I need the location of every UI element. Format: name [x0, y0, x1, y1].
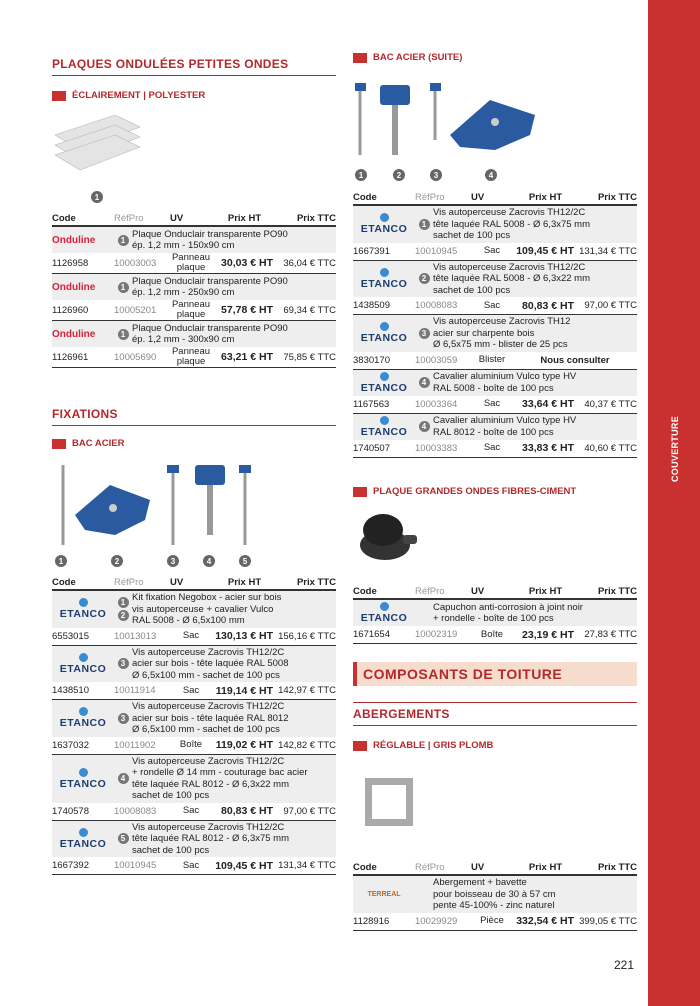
subheading-bac-acier [52, 438, 124, 449]
product-unit: Boîte [480, 628, 504, 640]
product-unit: Boîte [179, 739, 203, 750]
description-line: vis autoperceuse + cavalier Vulco [132, 603, 274, 615]
price-ht: 33,64 € HT [522, 398, 574, 410]
image-number-list [91, 191, 103, 203]
price-ttc: 69,34 € TTC [283, 304, 336, 316]
product-unit: Sac [182, 859, 200, 871]
product-refpro: 10003059 [415, 354, 458, 366]
price-ttc: 142,82 € TTC [278, 739, 336, 751]
column-header-ref: RéfPro [415, 191, 445, 203]
brand-logo-etanco [353, 602, 415, 624]
description-line: sachet de 100 pcs [132, 790, 210, 801]
description-line: acier sur bois - tête laquée RAL 5008 [132, 658, 289, 669]
image-number: 1 [55, 555, 67, 567]
product-refpro: 10010945 [415, 245, 458, 257]
product-image-abergement [365, 778, 413, 826]
etanco-logo-icon [79, 653, 88, 662]
description-line: Vis autoperceuse Zacrovis TH12 [433, 316, 571, 327]
product-unit: Blister [478, 354, 506, 365]
description-line: Vis autoperceuse Zacrovis TH12/2C [132, 646, 285, 658]
image-number: 3 [167, 555, 179, 567]
product-code: 1126960 [52, 304, 89, 316]
product-code: 6553015 [52, 630, 89, 642]
product-image-corrugated-panels [55, 115, 140, 175]
brand-logo-onduline [52, 329, 114, 340]
description-line: Ø 6,5x100 mm - sachet de 100 pcs [132, 669, 280, 681]
description-line: ép. 1,2 mm - 250x90 cm [132, 287, 235, 298]
description-line: Abergement + bavette [433, 877, 527, 888]
brand-logo-etanco [52, 828, 114, 850]
product-description [433, 316, 637, 351]
product-description [433, 262, 637, 297]
etanco-logo-icon [380, 416, 389, 425]
product-description [132, 701, 336, 736]
price-ht: 130,13 € HT [215, 630, 273, 642]
product-description-row [52, 821, 336, 858]
brand-logo-etanco [353, 213, 415, 235]
product-description [433, 371, 637, 394]
product-number-list [114, 773, 132, 784]
product-code: 1740578 [52, 805, 89, 817]
etanco-logo-icon [79, 598, 88, 607]
etanco-logo-icon [380, 602, 389, 611]
product-values-row [353, 396, 637, 414]
table-header [353, 190, 637, 206]
product-number-badge: 1 [118, 329, 129, 340]
description-line: RAL 5008 - Ø 6,5x100 mm [132, 615, 245, 626]
image-number: 1 [91, 191, 103, 203]
product-code: 1671654 [353, 629, 390, 640]
column-header-code: Code [353, 861, 377, 873]
product-values-row [353, 352, 637, 370]
product-number-list [114, 235, 132, 246]
brand-name: Onduline [52, 234, 96, 246]
description-line: pour boisseau de 30 à 57 cm [433, 888, 556, 900]
product-number-badge: 5 [118, 833, 129, 844]
product-refpro: 10002319 [415, 629, 458, 640]
product-image-cap [355, 505, 425, 570]
brand-name: ETANCO [59, 717, 107, 730]
description-line: pente 45-100% - zinc naturel [433, 900, 555, 911]
price-consult: Nous consulter [540, 354, 610, 366]
product-table-abergements [353, 860, 637, 931]
column-header-uv: UV [170, 576, 184, 588]
description-line: Plaque Onduclair transparente PO90 [132, 228, 288, 240]
product-number-badge: 4 [419, 421, 430, 432]
product-description-row [353, 206, 637, 243]
description-line: tête laquée RAL 8012 - Ø 6,3x75 mm [132, 833, 290, 844]
product-values-row [353, 243, 637, 261]
column-header-uv: UV [170, 212, 184, 224]
product-number-list [114, 597, 132, 621]
product-description [433, 602, 637, 625]
product-description-row [52, 274, 336, 300]
description-line: RAL 5008 - boîte de 100 pcs [433, 382, 554, 394]
product-number-badge: 3 [118, 713, 129, 724]
sidebar-label: COUVERTURE [670, 415, 680, 482]
product-description [132, 592, 336, 627]
product-table-capuchon [353, 584, 637, 644]
etanco-logo-icon [79, 707, 88, 716]
description-line: sachet de 100 pcs [132, 844, 210, 856]
product-unit: Sac [182, 805, 200, 816]
product-description-row [52, 700, 336, 737]
description-line: Cavalier aluminium Vulco type HV [433, 371, 577, 382]
product-code: 1667392 [52, 860, 89, 871]
subheading-fibres-ciment [353, 486, 576, 497]
description-line: Kit fixation Negobox - acier sur bois [132, 592, 282, 603]
product-refpro: 10008083 [114, 805, 157, 817]
product-refpro: 10011914 [114, 685, 156, 696]
brand-name: ETANCO [360, 277, 408, 290]
product-number-badge: 3 [118, 658, 129, 669]
column-header-ref: RéfPro [415, 861, 445, 873]
column-header-code: Code [52, 212, 76, 224]
product-values-row [353, 913, 637, 931]
brand-name: ETANCO [360, 332, 408, 345]
price-ttc: 97,00 € TTC [283, 805, 336, 817]
description-line: tête laquée RAL 5008 - Ø 6,3x75 mm [433, 218, 591, 230]
column-header-ref: RéfPro [415, 585, 445, 597]
table-header [353, 860, 637, 876]
subheading-text: BAC ACIER (SUITE) [373, 52, 463, 63]
price-ttc: 97,00 € TTC [584, 300, 637, 311]
product-number-list [114, 282, 132, 293]
product-code: 3830170 [353, 354, 390, 366]
product-unit: Sac [483, 299, 501, 311]
description-line: Capuchon anti-corrosion à joint noir [433, 601, 583, 613]
brand-name: ETANCO [59, 837, 107, 850]
product-refpro: 10008083 [415, 300, 458, 311]
table-header [52, 211, 336, 227]
table-header [353, 584, 637, 600]
product-values-row [52, 300, 336, 321]
product-number-badge: 1 [118, 597, 129, 608]
price-ht: 80,83 € HT [221, 805, 273, 817]
description-line: Vis autoperceuse Zacrovis TH12/2C [132, 701, 285, 712]
image-number: 2 [111, 555, 123, 567]
product-code: 1167563 [353, 398, 390, 410]
product-code: 1667391 [353, 245, 390, 257]
price-ht: 109,45 € HT [516, 245, 574, 257]
product-number-badge: 2 [118, 610, 129, 621]
product-description [132, 822, 336, 857]
column-header-uv: UV [471, 191, 485, 203]
column-header-ht: Prix HT [528, 585, 563, 597]
brand-logo-terreal [353, 891, 415, 898]
column-header-code: Code [353, 585, 377, 597]
price-ht: 119,14 € HT [215, 684, 273, 697]
column-header-ht: Prix HT [227, 576, 262, 588]
description-line: Vis autoperceuse Zacrovis TH12/2C [132, 821, 285, 833]
etanco-logo-icon [380, 213, 389, 222]
product-description-row [353, 370, 637, 396]
column-header-ttc: Prix TTC [597, 861, 637, 873]
description-line: acier sur bois - tête laquée RAL 8012 [132, 712, 289, 724]
page-number: 221 [614, 958, 635, 972]
product-unit: Sac [483, 442, 501, 453]
product-description-row [353, 600, 637, 626]
product-unit: Panneau plaque [171, 299, 211, 320]
subheading-text: RÉGLABLE | GRIS PLOMB [373, 740, 494, 751]
description-line: Ø 6,5x75 mm - blister de 25 pcs [433, 339, 568, 350]
brand-logo-etanco [52, 598, 114, 620]
brand-name: Onduline [52, 281, 96, 293]
product-description [433, 415, 637, 438]
product-number-list [415, 328, 433, 339]
column-header-ht: Prix HT [528, 191, 563, 203]
brand-name: ETANCO [360, 381, 408, 394]
product-code: 1637032 [52, 739, 89, 751]
category-banner: COMPOSANTS DE TOITURE [353, 662, 637, 686]
product-refpro: 10005201 [114, 304, 157, 316]
section-sidebar [648, 0, 700, 1006]
description-line: Plaque Onduclair transparente PO90 [132, 275, 288, 287]
product-values-row [353, 440, 637, 458]
etanco-logo-icon [380, 268, 389, 277]
product-image-screws-brackets [355, 75, 555, 160]
product-number-badge: 4 [118, 773, 129, 784]
product-description-row [52, 227, 336, 253]
brand-logo-etanco [353, 268, 415, 290]
image-number-list [55, 555, 255, 569]
product-values-row [52, 253, 336, 274]
price-ttc: 156,16 € TTC [278, 630, 336, 642]
brand-name: TERREAL [367, 890, 401, 898]
product-code: 1740507 [353, 442, 390, 454]
product-description [132, 756, 336, 802]
product-number-badge: 1 [118, 235, 129, 246]
column-header-ht: Prix HT [227, 212, 262, 224]
brand-logo-etanco [52, 768, 114, 790]
subheading-eclairement [52, 90, 205, 101]
product-code: 1126958 [52, 257, 89, 269]
product-code: 1438509 [353, 300, 390, 311]
brand-logo-etanco [52, 707, 114, 729]
product-code: 1128916 [353, 915, 390, 927]
column-header-ttc: Prix TTC [597, 585, 637, 597]
description-line: ép. 1,2 mm - 300x90 cm [132, 334, 235, 345]
product-description-row [52, 321, 336, 347]
product-description [433, 877, 637, 912]
image-number: 1 [355, 169, 367, 181]
brand-name: Onduline [52, 328, 96, 340]
price-ttc: 40,60 € TTC [584, 442, 637, 454]
product-description-row [52, 591, 336, 628]
price-ttc: 40,37 € TTC [584, 398, 637, 410]
description-line: tête laquée RAL 5008 - Ø 6,3x22 mm [433, 273, 591, 284]
product-refpro: 10003383 [415, 442, 458, 454]
subheading-reglable [353, 740, 493, 751]
product-unit: Sac [182, 630, 200, 641]
product-description-row [353, 315, 637, 352]
price-ttc: 75,85 € TTC [283, 351, 336, 363]
product-description-row [353, 414, 637, 440]
column-header-code: Code [52, 576, 76, 588]
product-refpro: 10029929 [415, 915, 458, 927]
etanco-logo-icon [79, 768, 88, 777]
product-code: 1126961 [52, 351, 89, 363]
column-header-ttc: Prix TTC [296, 212, 336, 224]
brand-logo-etanco [353, 372, 415, 394]
product-unit: Panneau plaque [171, 252, 211, 273]
product-description [132, 647, 336, 682]
table-header [52, 575, 336, 591]
price-ht: 332,54 € HT [516, 915, 574, 927]
product-values-row [52, 857, 336, 875]
section-title-plaques: PLAQUES ONDULÉES PETITES ONDES [52, 53, 336, 76]
product-values-row [52, 628, 336, 646]
brand-logo-etanco [52, 653, 114, 675]
column-header-ht: Prix HT [528, 861, 563, 873]
product-unit: Panneau plaque [171, 346, 211, 367]
description-line: ép. 1,2 mm - 150x90 cm [132, 240, 235, 251]
price-ht: 80,83 € HT [522, 299, 574, 312]
description-line: sachet de 100 pcs [433, 284, 511, 296]
description-line: Plaque Onduclair transparente PO90 [132, 322, 288, 334]
column-header-ref: RéfPro [114, 576, 144, 588]
subheading-text: PLAQUE GRANDES ONDES FIBRES-CIMENT [373, 486, 577, 497]
image-number: 5 [239, 555, 251, 567]
brand-name: ETANCO [360, 612, 408, 624]
product-number-list [114, 329, 132, 340]
brand-name: ETANCO [59, 608, 107, 621]
brand-name: ETANCO [360, 223, 408, 236]
column-header-ttc: Prix TTC [296, 576, 336, 588]
column-header-ref: RéfPro [114, 212, 144, 224]
product-refpro: 10013013 [114, 630, 157, 642]
description-line: + rondelle - boîte de 100 pcs [433, 613, 554, 624]
brand-logo-onduline [52, 282, 114, 293]
price-ht: 30,03 € HT [221, 257, 273, 269]
product-description-row [52, 646, 336, 683]
product-number-list [415, 273, 433, 284]
price-ht: 23,19 € HT [522, 628, 574, 641]
image-number-list [355, 169, 495, 183]
brand-logo-etanco [353, 416, 415, 438]
price-ttc: 27,83 € TTC [584, 629, 637, 640]
brand-logo-onduline [52, 235, 114, 246]
product-table-bac-acier [52, 575, 336, 875]
product-number-list [415, 219, 433, 230]
product-description-row [353, 261, 637, 298]
product-code: 1438510 [52, 685, 89, 696]
brand-name: ETANCO [360, 425, 408, 438]
etanco-logo-icon [380, 322, 389, 331]
price-ht: 109,45 € HT [215, 859, 273, 872]
product-number-badge: 1 [118, 282, 129, 293]
description-line: Cavalier aluminium Vulco type HV [433, 415, 577, 426]
product-number-list [415, 377, 433, 388]
product-description [433, 207, 637, 242]
product-refpro: 10003003 [114, 257, 157, 269]
product-description-row [353, 876, 637, 913]
price-ttc: 399,05 € TTC [579, 915, 637, 927]
description-line: + rondelle Ø 14 mm - couturage bac acier [132, 767, 308, 778]
product-unit: Sac [182, 684, 200, 696]
column-header-uv: UV [471, 861, 485, 873]
product-description [132, 323, 336, 346]
description-line: Vis autoperceuse Zacrovis TH12/2C [132, 755, 285, 767]
image-number: 4 [203, 555, 215, 567]
product-table-plaques [52, 211, 336, 368]
product-number-list [114, 713, 132, 724]
product-refpro: 10010945 [114, 860, 157, 871]
column-header-code: Code [353, 191, 377, 203]
subheading-text: BAC ACIER [72, 438, 125, 449]
product-unit: Sac [483, 245, 501, 256]
product-values-row [52, 347, 336, 368]
description-line: Vis autoperceuse Zacrovis TH12/2C [433, 207, 586, 218]
price-ttc: 36,04 € TTC [283, 257, 336, 269]
product-number-badge: 2 [419, 273, 430, 284]
product-values-row [353, 297, 637, 315]
brand-name: ETANCO [59, 777, 107, 790]
description-line: tête laquée RAL 8012 - Ø 6,3x22 mm [132, 778, 290, 790]
product-unit: Sac [483, 398, 501, 409]
product-values-row [52, 682, 336, 700]
product-number-list [415, 421, 433, 432]
product-number-badge: 3 [419, 328, 430, 339]
brand-logo-etanco [353, 322, 415, 344]
price-ttc: 142,97 € TTC [278, 685, 336, 696]
product-values-row [52, 737, 336, 755]
brand-name: ETANCO [59, 662, 107, 675]
price-ttc: 131,34 € TTC [579, 245, 637, 257]
product-number-badge: 1 [419, 219, 430, 230]
column-header-uv: UV [471, 585, 485, 597]
description-line: Vis autoperceuse Zacrovis TH12/2C [433, 261, 586, 273]
section-title-fixations: FIXATIONS [52, 403, 336, 426]
image-number: 3 [430, 169, 442, 181]
product-number-badge: 4 [419, 377, 430, 388]
section-title-abergements: ABERGEMENTS [353, 702, 637, 726]
description-line: sachet de 100 pcs [433, 230, 511, 241]
image-number: 4 [485, 169, 497, 181]
price-ht: 119,02 € HT [215, 739, 273, 751]
column-header-ttc: Prix TTC [597, 191, 637, 203]
product-description [132, 276, 336, 299]
product-image-fixations [55, 460, 265, 550]
description-line: RAL 8012 - boîte de 100 pcs [433, 426, 554, 438]
product-description [132, 229, 336, 252]
description-line: acier sur charpente bois [433, 327, 535, 339]
etanco-logo-icon [79, 828, 88, 837]
product-description-row [52, 755, 336, 803]
product-refpro: 10003364 [415, 398, 458, 410]
product-table-bac-acier-suite [353, 190, 637, 458]
subheading-text: ÉCLAIREMENT | POLYESTER [72, 90, 206, 101]
product-refpro: 10005690 [114, 351, 157, 363]
product-unit: Pièce [480, 915, 504, 926]
product-number-list [114, 833, 132, 844]
description-line: Ø 6,5x100 mm - sachet de 100 pcs [132, 724, 280, 735]
product-refpro: 10011902 [114, 739, 156, 751]
product-number-list [114, 658, 132, 669]
subheading-bac-acier-suite [353, 52, 462, 63]
price-ht: 33,83 € HT [522, 442, 574, 454]
etanco-logo-icon [380, 372, 389, 381]
image-number: 2 [393, 169, 405, 181]
price-ht: 57,78 € HT [221, 304, 273, 316]
price-ttc: 131,34 € TTC [278, 860, 336, 871]
product-values-row [52, 803, 336, 821]
price-ht: 63,21 € HT [221, 351, 273, 363]
product-values-row [353, 626, 637, 644]
